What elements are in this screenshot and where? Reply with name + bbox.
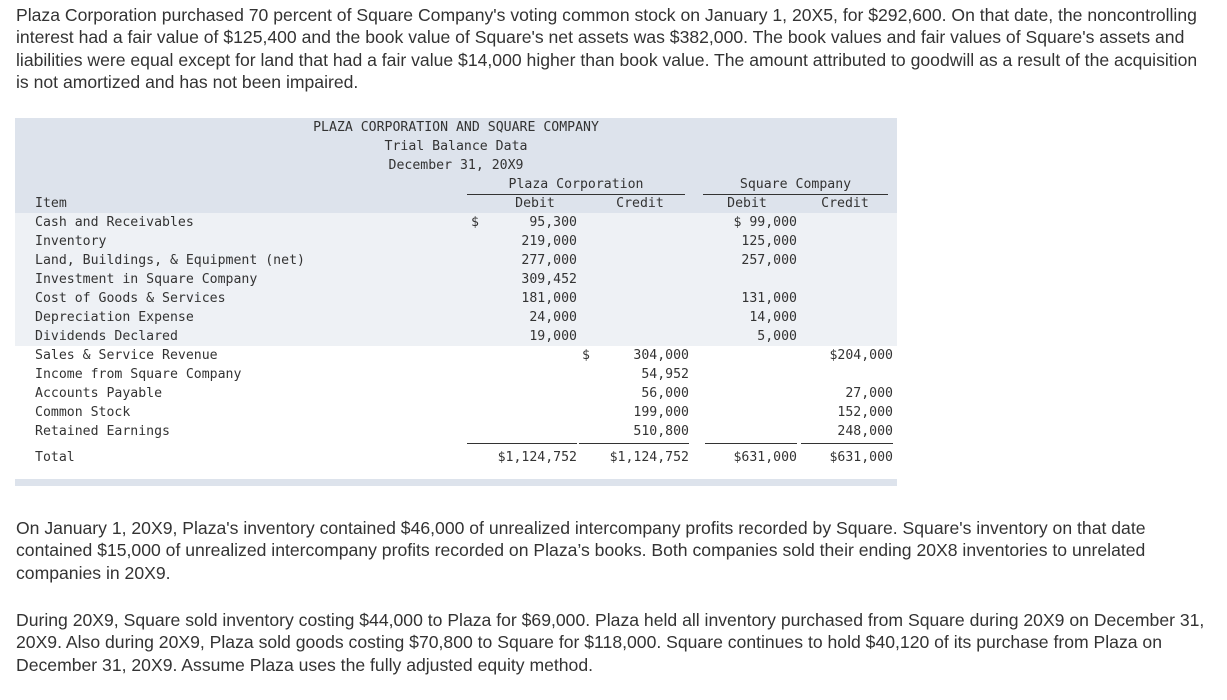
item-cell: Accounts Payable <box>35 386 163 401</box>
plaza-debit-cell: 95,300 <box>529 215 577 230</box>
item-cell: Depreciation Expense <box>35 310 194 325</box>
square-debit-cell: 131,000 <box>741 291 797 306</box>
square-credit-cell: 248,000 <box>837 424 893 439</box>
plaza-credit-cell: 54,952 <box>641 367 689 382</box>
plaza-credit-cell: 304,000 <box>633 348 689 363</box>
plaza-sales-dollar-sign: $ <box>582 348 590 363</box>
plaza-debit-header: Debit <box>515 196 555 211</box>
plaza-debit-cell: 219,000 <box>521 234 577 249</box>
item-cell: Investment in Square Company <box>35 272 258 287</box>
plaza-cash-dollar-sign: $ <box>471 215 479 230</box>
plaza-debit-cell: 181,000 <box>521 291 577 306</box>
intro-paragraph: Plaza Corporation purchased 70 percent of Square Company's voting common stock on January 1, 20X5, for $292,600. On that date, the noncontrolling interest had a fair value of $125,400 and the book value of Square's net assets was $382,000. The book values and fair values of Square's assets and liabilities were equal except for land that had a fair value $14,000 higher than book value. The amount attributed to goodwill as a result of the acquisition is not amortized and has not been impaired. <box>16 5 1198 93</box>
item-cell: Dividends Declared <box>35 329 178 344</box>
plaza-debit-cell: 24,000 <box>529 310 577 325</box>
item-cell: Inventory <box>35 234 107 249</box>
plaza-credit-total-underline <box>579 443 689 444</box>
item-cell: Common Stock <box>35 405 131 420</box>
total-item-cell: Total <box>35 450 75 465</box>
square-debit-cell: $ 99,000 <box>733 215 797 230</box>
table-title: PLAZA CORPORATION AND SQUARE COMPANY <box>313 120 599 135</box>
total-plaza-credit-cell: $1,124,752 <box>609 450 689 465</box>
item-cell: Cost of Goods & Services <box>35 291 226 306</box>
table-date: December 31, 20X9 <box>388 158 524 173</box>
item-cell: Retained Earnings <box>35 424 170 439</box>
square-credit-cell: $204,000 <box>829 348 893 363</box>
total-square-credit-cell: $631,000 <box>829 450 893 465</box>
item-cell: Cash and Receivables <box>35 215 194 230</box>
table-subtitle: Trial Balance Data <box>384 139 528 154</box>
plaza-credit-cell: 199,000 <box>633 405 689 420</box>
plaza-corporation-header: Plaza Corporation <box>508 177 644 192</box>
square-credit-total-underline <box>801 443 893 444</box>
square-debit-header: Debit <box>727 196 767 211</box>
plaza-debit-cell: 309,452 <box>521 272 577 287</box>
square-debit-cell: 257,000 <box>741 253 797 268</box>
item-cell: Land, Buildings, & Equipment (net) <box>35 253 305 268</box>
plaza-debit-cell: 277,000 <box>521 253 577 268</box>
item-column-header: Item <box>35 196 67 211</box>
square-credit-cell: 27,000 <box>845 386 893 401</box>
item-cell: Sales & Service Revenue <box>35 348 218 363</box>
total-plaza-debit-cell: $1,124,752 <box>497 450 577 465</box>
inventory-paragraph: On January 1, 20X9, Plaza's inventory contained $46,000 of unrealized intercompany profits recorded by Square. Square's inventory on that date contained $15,000 of unrealized intercompany profits recorded on Plaza’s books. Both companies sold their ending 20X8 inventories to unrelated companies in 20X9. <box>16 518 1146 583</box>
plaza-credit-cell: 56,000 <box>641 386 689 401</box>
square-credit-cell: 152,000 <box>837 405 893 420</box>
item-cell: Income from Square Company <box>35 367 242 382</box>
plaza-credit-cell: 510,800 <box>633 424 689 439</box>
trial-balance-table <box>15 118 897 486</box>
transactions-paragraph: During 20X9, Square sold inventory costing $44,000 to Plaza for $69,000. Plaza held all inventory purchased from Square during 20X9 on December 31, 20X9. Also during 20X9, Plaza sold goods costing $70,800 to Square for $118,000. Square continues to hold $40,120 of its purchase from Plaza on December 31, 20X9. Assume Plaza uses the fully adjusted equity method. <box>16 610 1205 675</box>
square-company-header: Square Company <box>739 177 852 192</box>
plaza-credit-header: Credit <box>616 196 664 211</box>
square-credit-header: Credit <box>821 196 869 211</box>
footer-band <box>15 479 897 486</box>
plaza-debit-total-underline <box>467 443 577 444</box>
total-square-debit-cell: $631,000 <box>733 450 797 465</box>
square-debit-total-underline <box>705 443 797 444</box>
square-debit-cell: 14,000 <box>749 310 797 325</box>
plaza-debit-cell: 19,000 <box>529 329 577 344</box>
square-debit-cell: 125,000 <box>741 234 797 249</box>
square-debit-cell: 5,000 <box>757 329 797 344</box>
